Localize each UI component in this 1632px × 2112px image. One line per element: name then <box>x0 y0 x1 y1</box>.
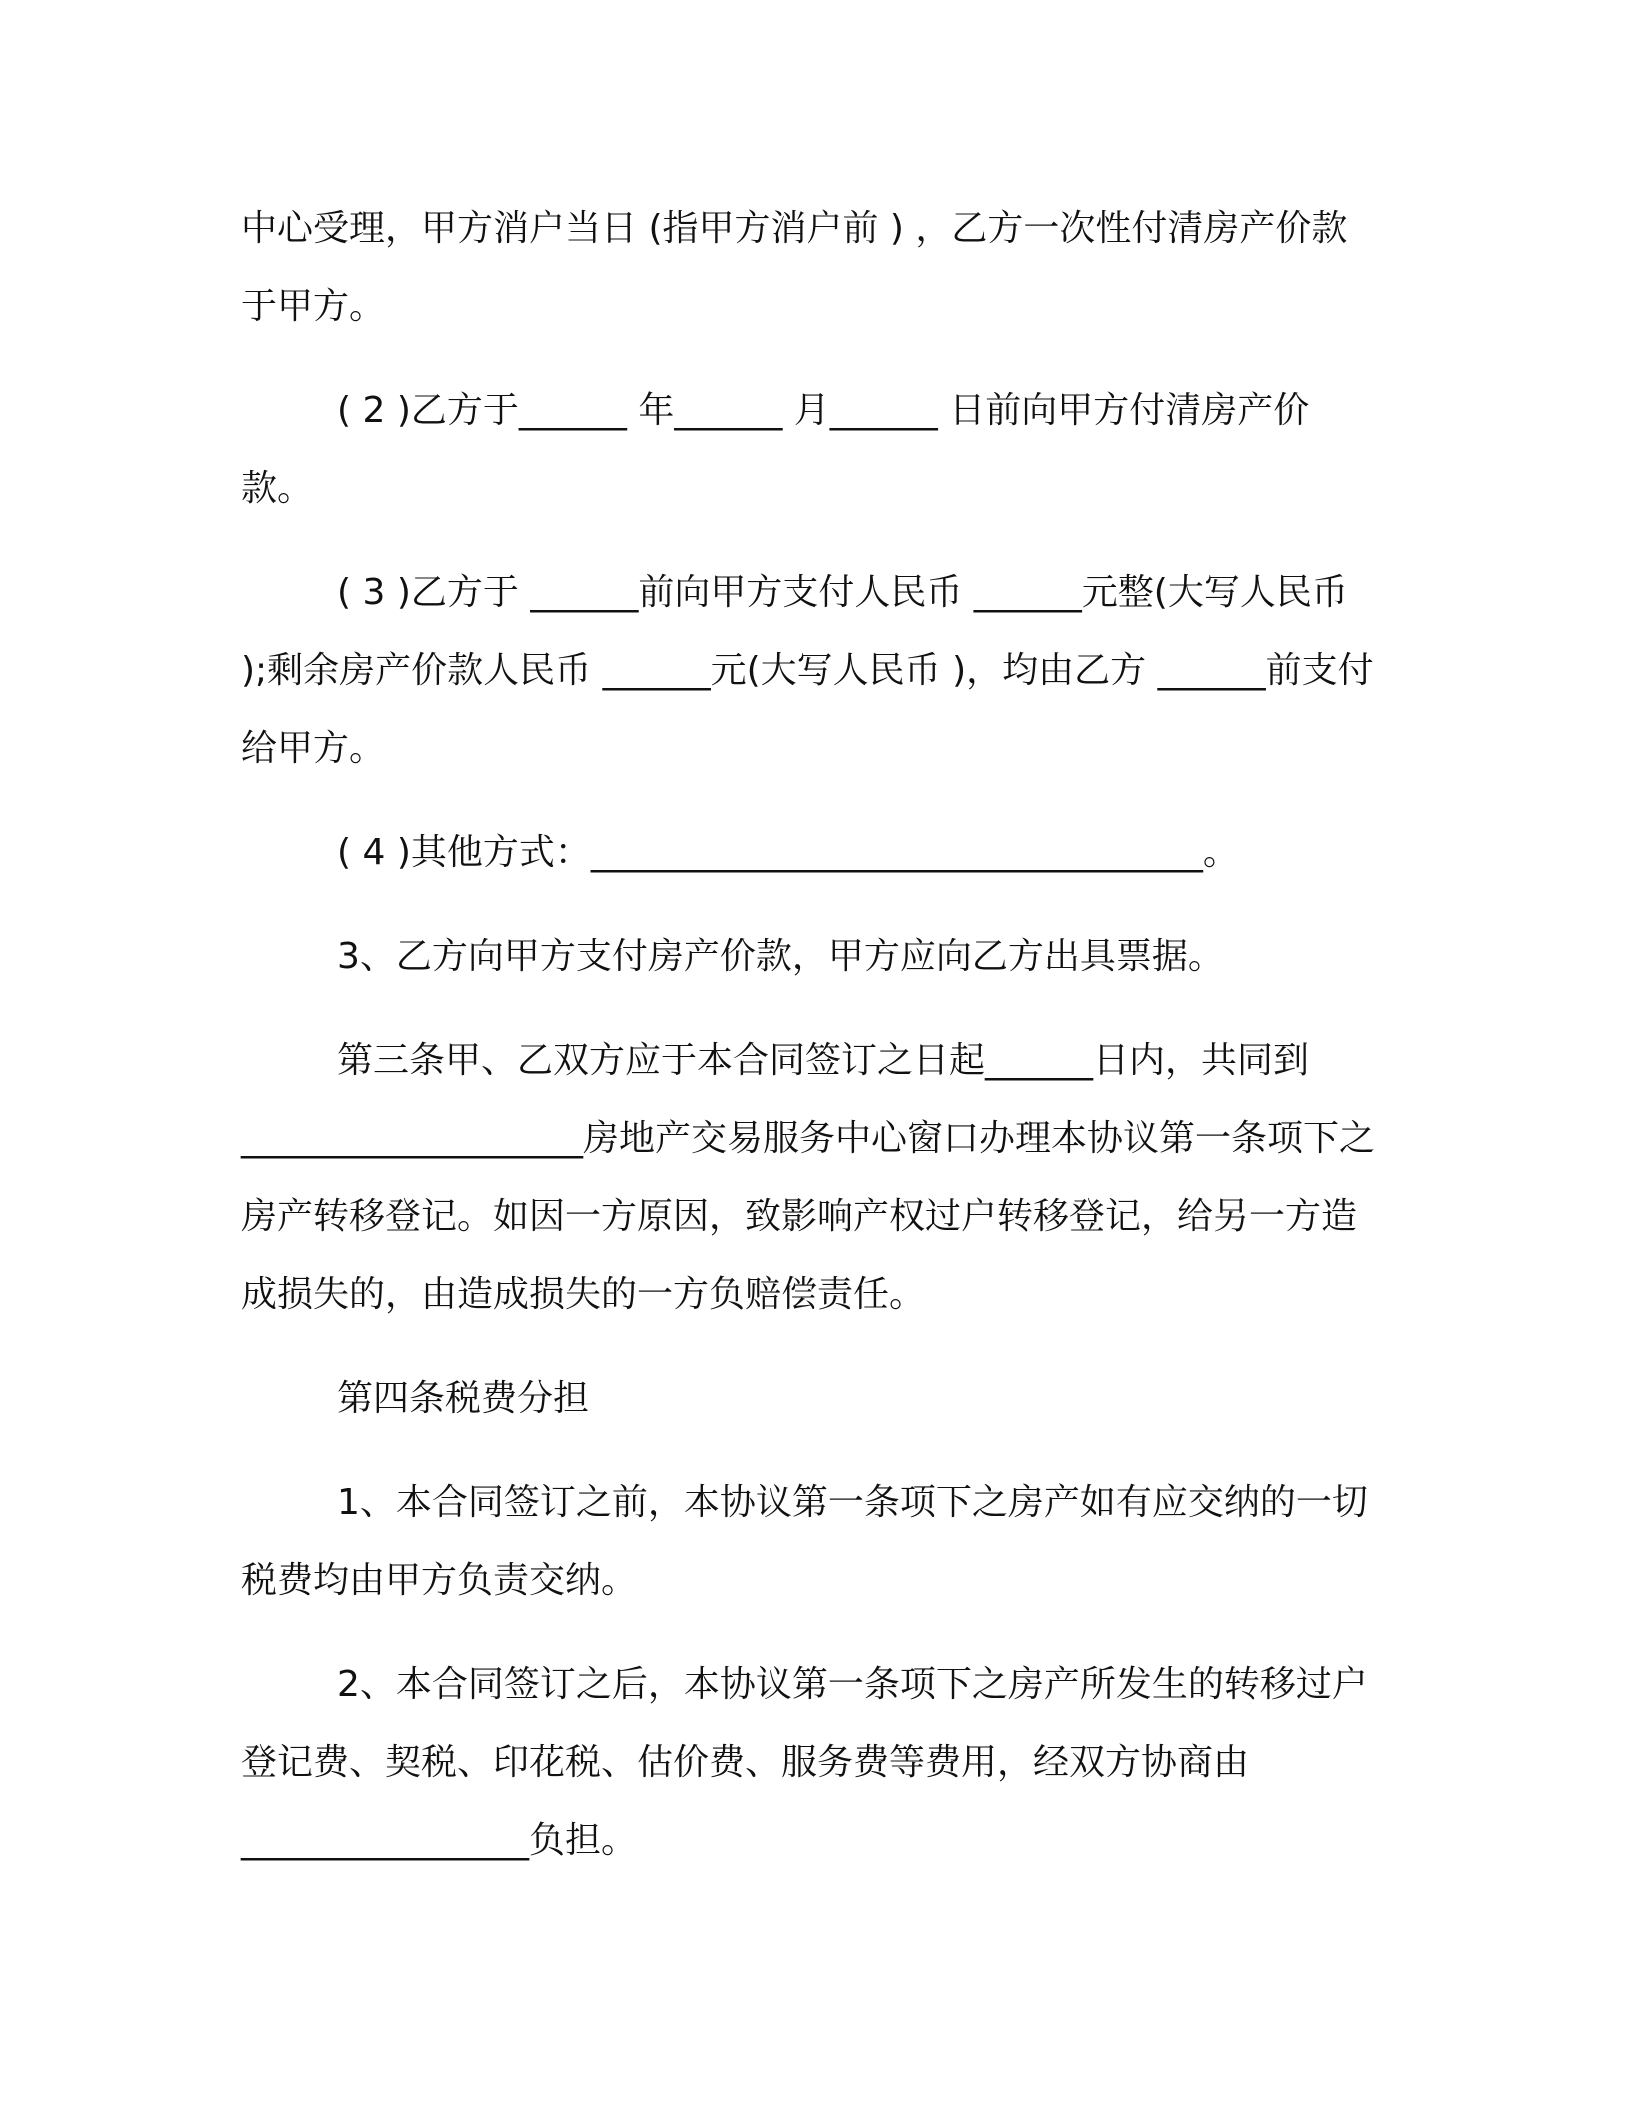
paragraph-payment-option-4: ( 4 )其他方式：__________________________________。 <box>337 832 1239 873</box>
paragraph-payment-center: 中心受理，甲方消户当日 (指甲方消户前 ) ，乙方一次性付清房产价款于甲方。 <box>241 208 1348 327</box>
paragraph-tax-clause-1: 1、本合同签订之前，本协议第一条项下之房产如有应交纳的一切税费均由甲方负责交纳。 <box>241 1482 1368 1601</box>
paragraph-payment-option-3: ( 3 )乙方于 ______前向甲方支付人民币 ______元整(大写人民币 );剩余房产价款人民币 ______元(大写人民币 )，均由乙方 ______前支付给甲方。 <box>241 572 1374 769</box>
heading-article-4: 第四条税费分担 <box>337 1378 590 1419</box>
document-body <box>241 190 1375 1906</box>
paragraph-tax-clause-2: 2、本合同签订之后，本协议第一条项下之房产所发生的转移过户登记费、契税、印花税、估价费、服务费等费用，经双方协商由________________负担。 <box>241 1664 1368 1861</box>
paragraph-receipt-clause: 3、乙方向甲方支付房产价款，甲方应向乙方出具票据。 <box>337 936 1224 977</box>
paragraph-article-3: 第三条甲、乙双方应于本合同签订之日起______日内，共同到___________________房地产交易服务中心窗口办理本协议第一条项下之房产转移登记。如因一方原因，致影响产权过户转移登记，给另一方造成损失的，由造成损失的一方负赔偿责任。 <box>241 1040 1376 1315</box>
paragraph-payment-option-2: ( 2 )乙方于______ 年______ 月______ 日前向甲方付清房产价款。 <box>241 390 1310 509</box>
